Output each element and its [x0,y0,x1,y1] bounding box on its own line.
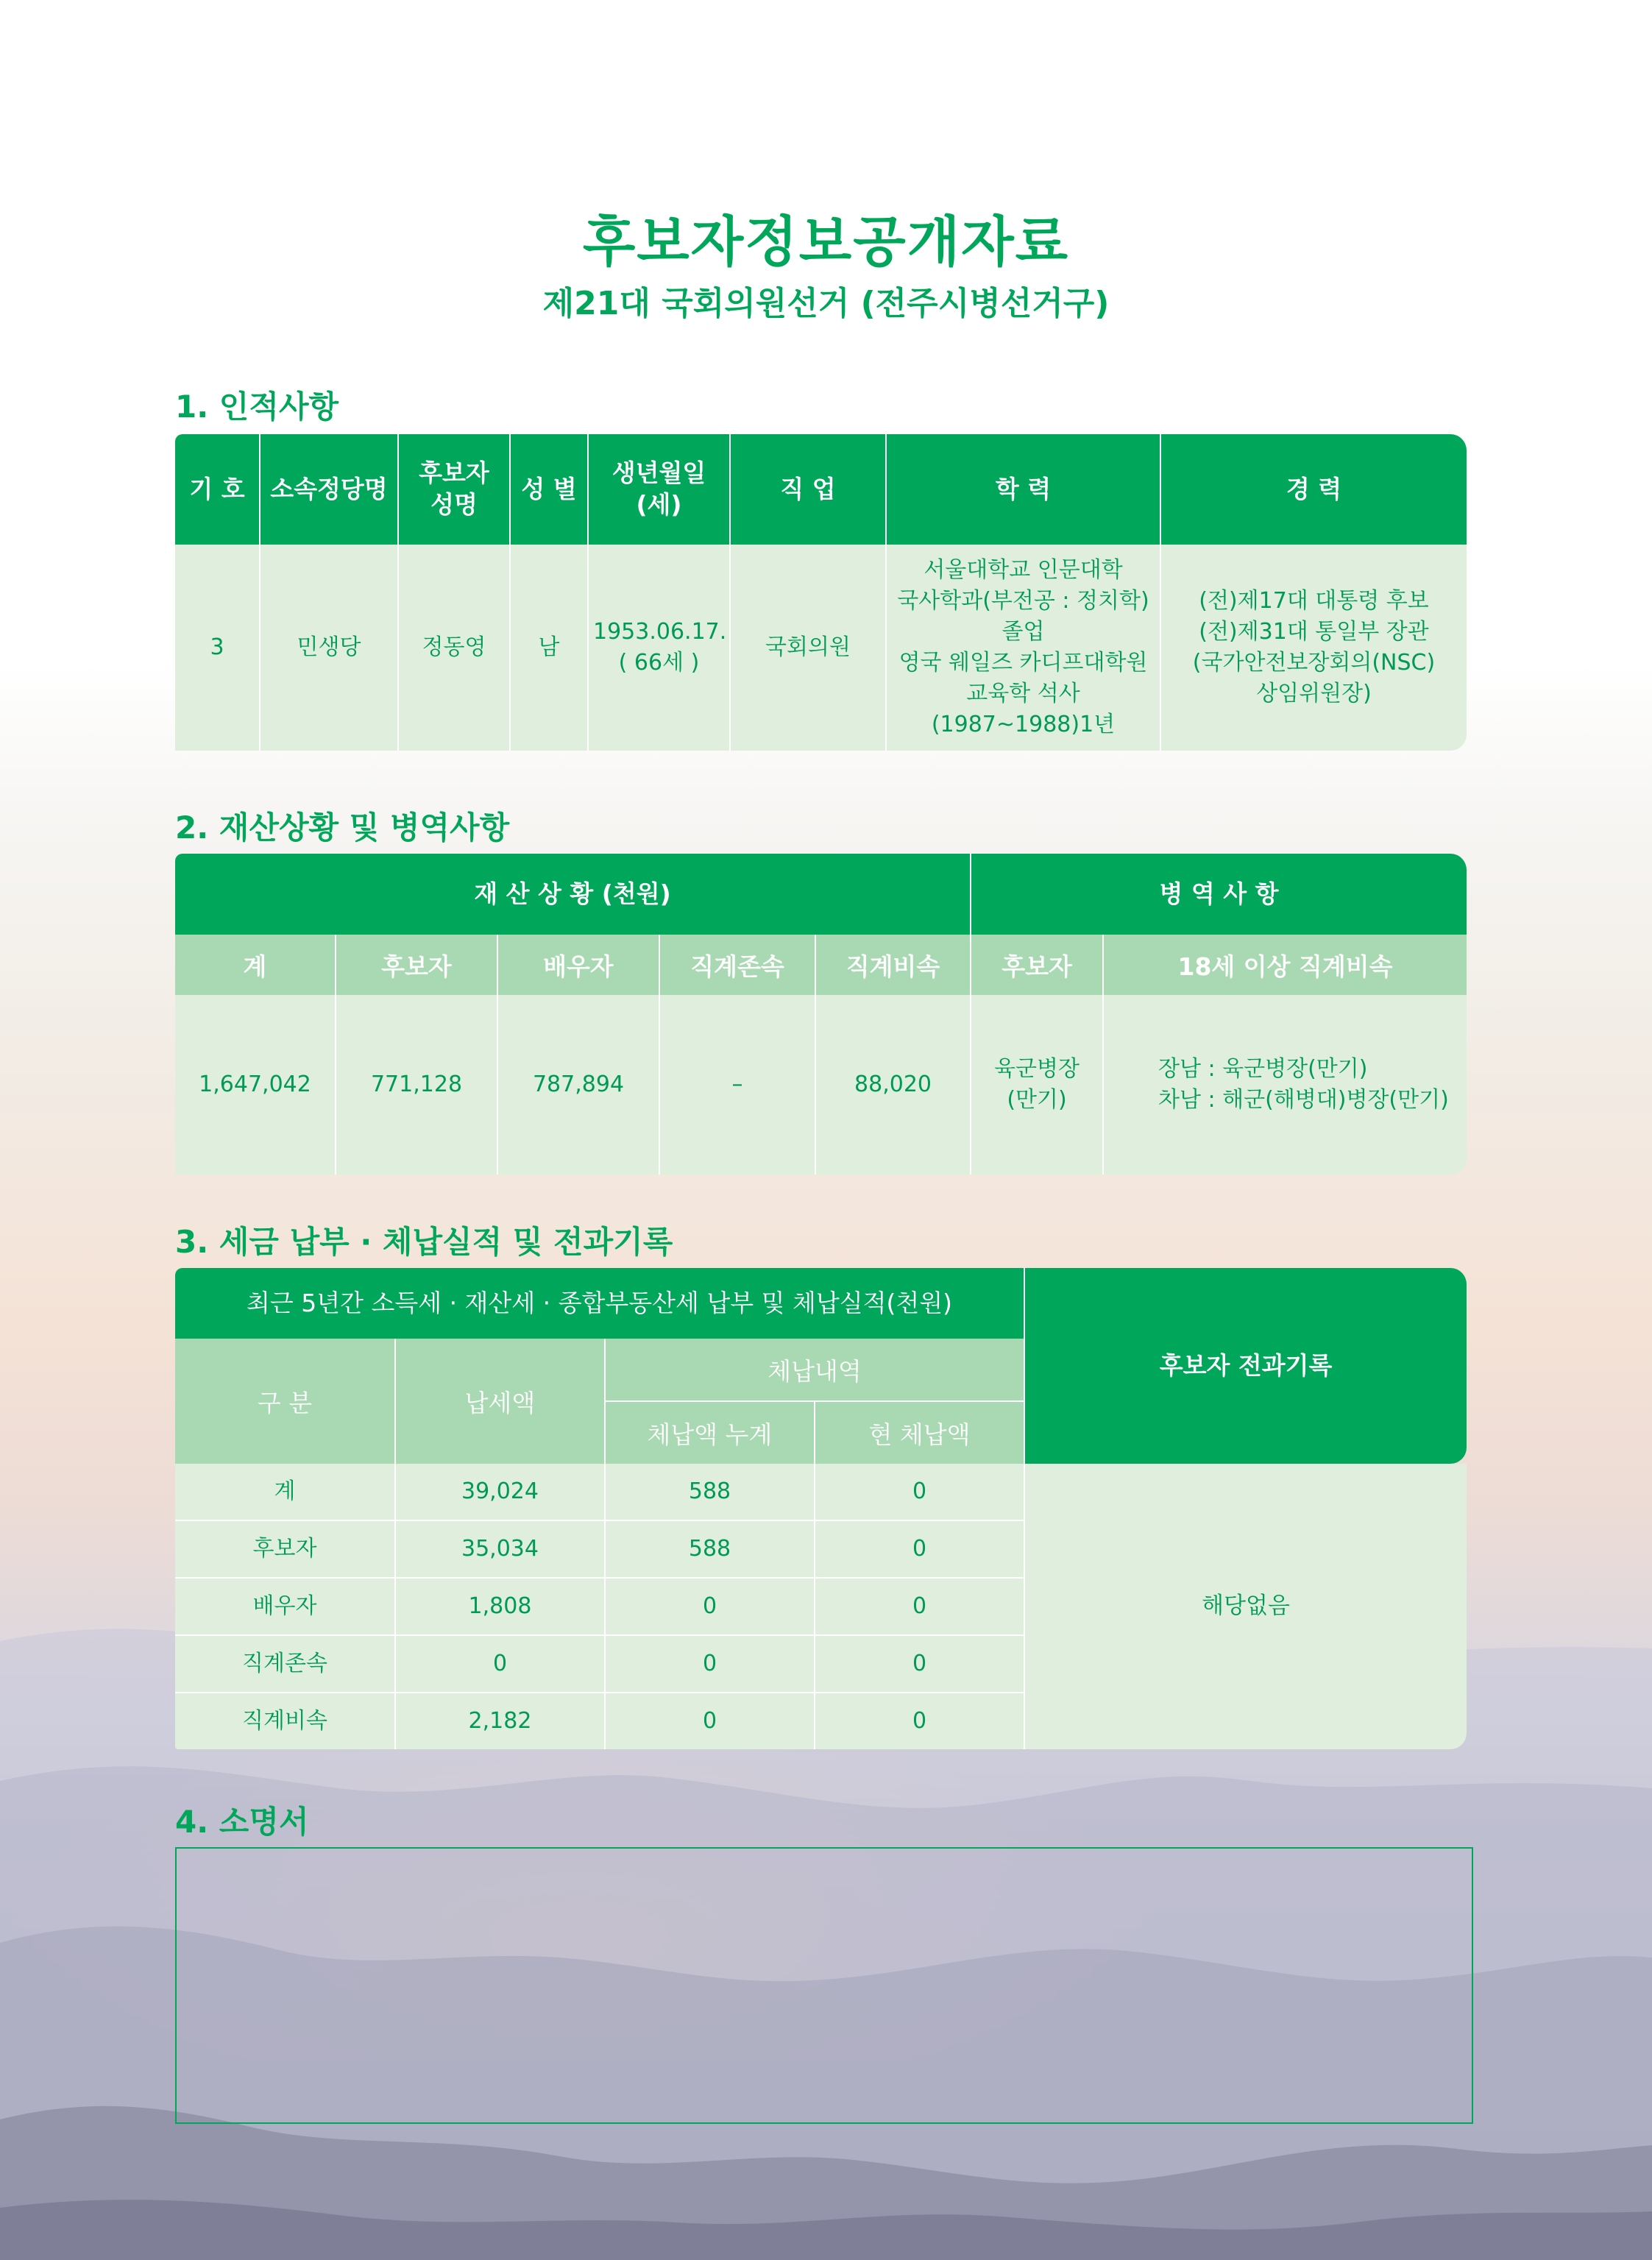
cell-gender: 남 [509,545,587,751]
tax-header: 최근 5년간 소득세 · 재산세 · 종합부동산세 납부 및 체납실적(천원) [175,1268,1024,1339]
subheader-candidate: 후보자 [335,935,497,995]
military-header: 병 역 사 항 [970,854,1467,935]
tax-row-category: 계 [175,1464,394,1520]
cell-birth: 1953.06.17. ( 66세 ) [587,545,729,751]
tax-row-paid: 35,034 [394,1520,604,1577]
value-spouse: 787,894 [497,995,659,1175]
property-military-table [175,854,1467,1175]
subheader-ascendant: 직계존속 [659,935,815,995]
tax-row-arrears-total: 0 [604,1634,814,1692]
tax-row-paid: 2,182 [394,1692,604,1749]
section2-heading: 2. 재산상황 및 병역사항 [175,810,510,846]
value-mil-descendant: 장남 : 육군병장(만기) 차남 : 해군(해병대)병장(만기) [1102,995,1467,1175]
document-subtitle: 제21대 국회의원선거 (전주시병선거구) [542,285,1110,322]
cell-education: 서울대학교 인문대학 국사학과(부전공 : 정치학) 졸업 영국 웨일즈 카디프대학원 교육학 석사 (1987~1988)1년 [885,545,1160,751]
tax-row-paid: 1,808 [394,1577,604,1634]
header-birth: 생년월일 (세) [587,434,729,545]
value-candidate: 771,128 [335,995,497,1175]
tax-row-arrears-total: 588 [604,1520,814,1577]
col-paid: 납세액 [394,1339,604,1464]
cell-number: 3 [175,545,259,751]
header-gender: 성 별 [509,434,587,545]
tax-row-category: 직계비속 [175,1692,394,1749]
document-title: 후보자정보공개자료 [582,210,1070,274]
col-category: 구 분 [175,1339,394,1464]
value-ascendant: – [659,995,815,1175]
section4-heading: 4. 소명서 [175,1804,309,1840]
col-arrears-current: 현 체납액 [814,1400,1024,1464]
tax-row-arrears-total: 0 [604,1577,814,1634]
header-number: 기 호 [175,434,259,545]
tax-row-arrears-current: 0 [814,1520,1024,1577]
explanation-box [175,1847,1473,2124]
subheader-mil-candidate: 후보자 [970,935,1102,995]
header-career: 경 력 [1160,434,1467,545]
value-descendant: 88,020 [815,995,970,1175]
tax-row-paid: 0 [394,1634,604,1692]
tax-row-arrears-total: 588 [604,1464,814,1520]
subheader-descendant: 직계비속 [815,935,970,995]
tax-criminal-table [175,1268,1467,1749]
tax-row-arrears-current: 0 [814,1692,1024,1749]
header-party: 소속정당명 [259,434,397,545]
tax-row-arrears-total: 0 [604,1692,814,1749]
tax-row-category: 후보자 [175,1520,394,1577]
tax-row-category: 배우자 [175,1577,394,1634]
tax-row-arrears-current: 0 [814,1577,1024,1634]
tax-row-paid: 39,024 [394,1464,604,1520]
subheader-mil-descendant: 18세 이상 직계비속 [1102,935,1467,995]
col-arrears-total: 체납액 누계 [604,1400,814,1464]
header-job: 직 업 [729,434,885,545]
section3-heading: 3. 세금 납부 · 체납실적 및 전과기록 [175,1224,673,1260]
tax-row-category: 직계존속 [175,1634,394,1692]
cell-name: 정동영 [397,545,509,751]
col-arrears: 체납내역 [604,1339,1024,1400]
cell-job: 국회의원 [729,545,885,751]
subheader-spouse: 배우자 [497,935,659,995]
tax-row-arrears-current: 0 [814,1634,1024,1692]
value-total: 1,647,042 [175,995,335,1175]
value-mil-candidate: 육군병장 (만기) [970,995,1102,1175]
cell-party: 민생당 [259,545,397,751]
criminal-record: 해당없음 [1024,1464,1467,1749]
tax-row-arrears-current: 0 [814,1464,1024,1520]
header-education: 학 력 [885,434,1160,545]
cell-career: (전)제17대 대통령 후보 (전)제31대 통일부 장관 (국가안전보장회의(NSC) 상임위원장) [1160,545,1467,751]
property-header: 재 산 상 황 (천원) [175,854,970,935]
subheader-total: 계 [175,935,335,995]
header-name: 후보자 성명 [397,434,509,545]
criminal-header: 후보자 전과기록 [1024,1268,1467,1464]
section1-heading: 1. 인적사항 [175,389,339,425]
personal-info-table [175,434,1467,751]
